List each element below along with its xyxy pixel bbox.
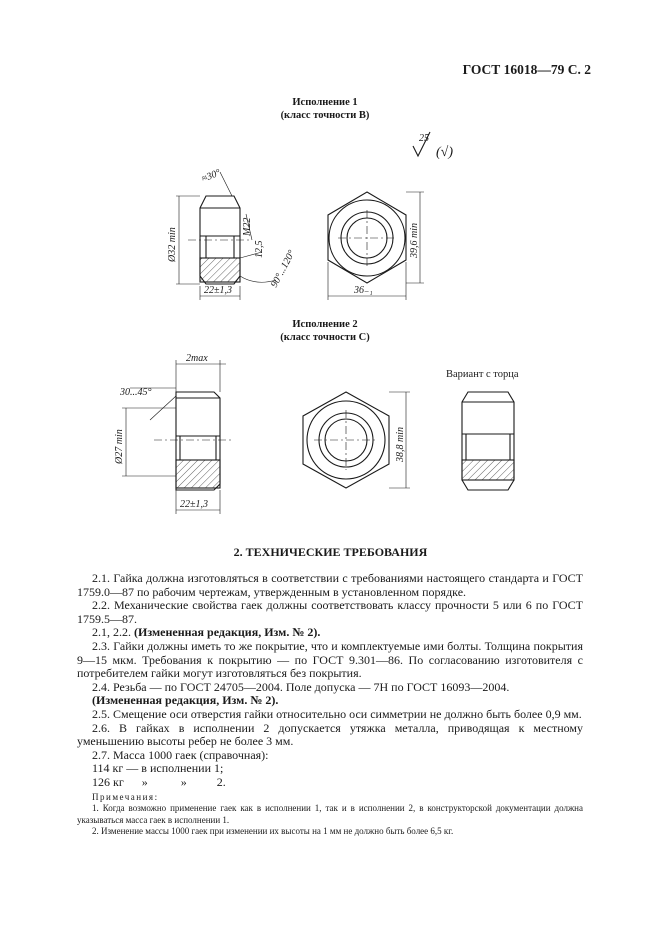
paragraph-2-1: 2.1. Гайка должна изготовляться в соответствии с требованиями настоящего стандарта и ГОСТ 1759.0—87 по рабочим чертежам, утвержденным в установленном порядке. [77, 571, 583, 599]
amendment-note-2-1-2-2 [77, 626, 583, 640]
nut2-angle: 30...45° [120, 387, 152, 398]
nut1-angle-bottom: 90°...120° [268, 248, 298, 290]
nut2-variant-view [462, 392, 514, 490]
variant-label: Вариант с торца [446, 369, 519, 380]
page-header: ГОСТ 16018—79 С. 2 [462, 62, 591, 77]
mass-item-1: 114 кг — в исполнении 1; [92, 761, 224, 776]
figure2-caption [255, 318, 395, 344]
roughness-mark [413, 132, 453, 160]
paragraph-2-4: 2.4. Резьба — по ГОСТ 24705—2004. Поле допуска — 7Н по ГОСТ 16093—2004. [92, 679, 510, 694]
nut1-width-flats: 36₋₁ [354, 285, 373, 296]
figure1-caption-class: (класс точности B) [280, 110, 370, 121]
nut1-thread: M22 [242, 217, 253, 236]
nut2-front-view [303, 392, 410, 488]
nut1-side-view [167, 167, 298, 300]
figure2-caption-title: Исполнение 2 [292, 319, 358, 330]
nut2-max: 2max [186, 353, 208, 364]
section-body [77, 572, 583, 838]
roughness-value: 25 [419, 133, 429, 144]
paragraph-2-6: 2.6. В гайках в исполнении 2 допускается утяжка металла, приводящая к местному уменьшению высоты ребер не более 3 мм. [77, 720, 583, 749]
note-2: 2. Изменение массы 1000 гаек при изменении их высоты на 1 мм не должно быть более 6,5 кг. [92, 826, 454, 836]
paragraph-2-7: 2.7. Масса 1000 гаек (справочная): [92, 747, 269, 762]
nut2-height: 22±1,3 [180, 499, 208, 510]
paragraph-2-3: 2.3. Гайки должны иметь то же покрытие, что и комплектуемые ими болты. Толщина покрытия 9—15 мкм. Требования к покрытию — по ГОСТ 9.301—86. По согласованию изготовителя с потребителем гайки могут изготовляться без покрытия. [77, 638, 583, 681]
mass-item-2: 126 кг » » 2. [92, 774, 226, 789]
nut2-width-corners: 38,8 min [395, 427, 406, 462]
nut2-side-view [114, 353, 232, 514]
notes-title: Примечания: [92, 791, 159, 802]
amendment-note-2-4: (Измененная редакция, Изм. № 2). [92, 693, 279, 708]
amendment-clauses: 2.1, 2.2. [92, 625, 131, 640]
paragraph-2-5: 2.5. Смещение оси отверстия гайки относительно оси симметрии не должно быть более 0,9 мм. [92, 706, 582, 721]
figure2-caption-class: (класс точности C) [280, 332, 370, 343]
notes [77, 792, 583, 838]
figure1-caption-title: Исполнение 1 [292, 97, 358, 108]
roughness-bracket: (√) [436, 145, 454, 160]
nut1-chamfer: 12,5 [254, 240, 265, 258]
section-title: 2. ТЕХНИЧЕСКИЕ ТРЕБОВАНИЯ [233, 545, 428, 559]
nut1-diameter: Ø32 min [167, 227, 178, 262]
nut2-diameter: Ø27 min [114, 429, 125, 464]
nut1-width-corners: 39,6 min [409, 223, 420, 258]
nut1-angle-top: ≈30° [200, 167, 223, 185]
note-1: 1. Когда возможно применение гаек как в исполнении 1, так и в исполнении 2, в конструкторской документации должна указываться масса гаек в исполнении 1. [77, 803, 583, 825]
paragraph-2-2: 2.2. Механические свойства гаек должны соответствовать классу прочности 5 или 6 по ГОСТ 1759.5—87. [77, 598, 583, 626]
nut1-height: 22±1,3 [204, 285, 232, 296]
amendment-text: (Измененная редакция, Изм. № 2). [134, 625, 321, 640]
nut1-front-view [328, 192, 424, 300]
